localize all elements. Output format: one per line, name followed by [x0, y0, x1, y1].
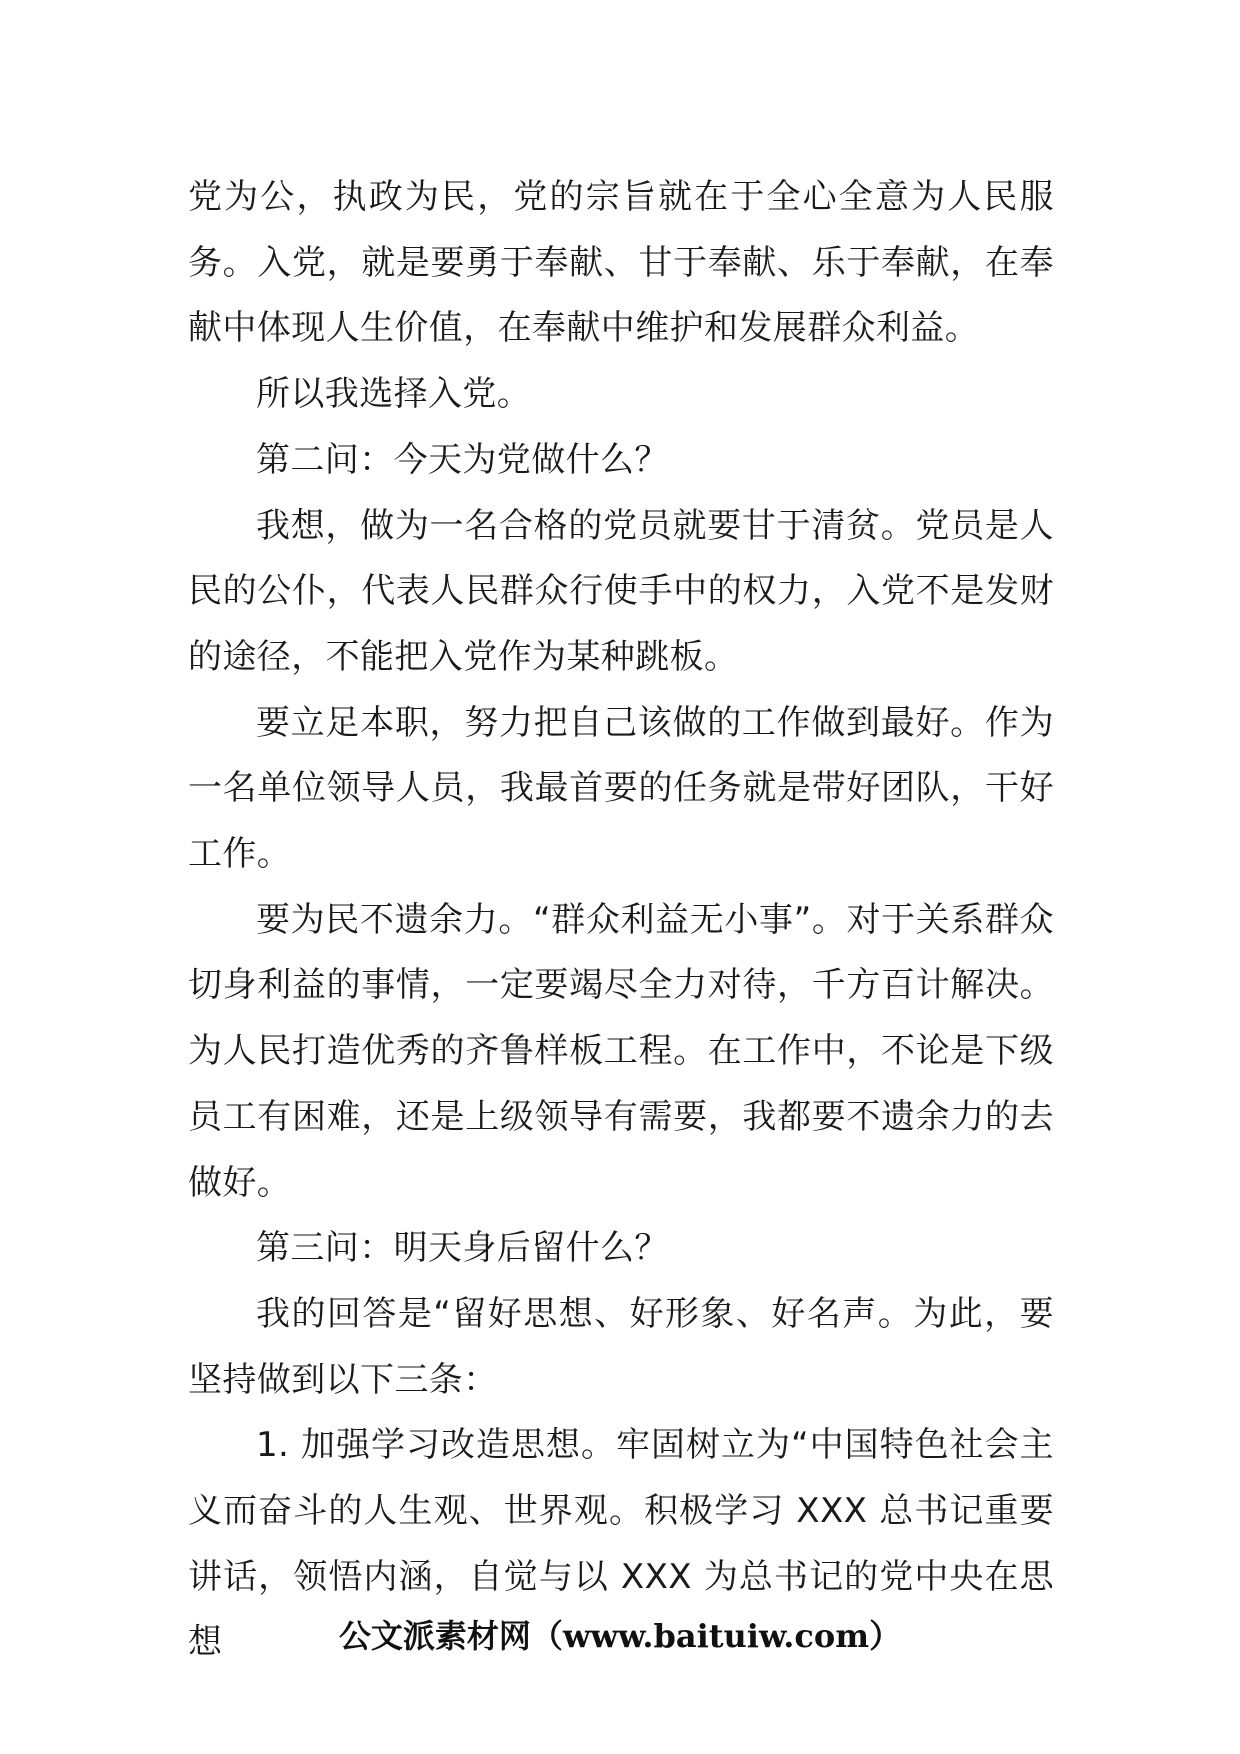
paragraph-8: 我的回答是“留好思想、好形象、好名声。为此，要坚持做到以下三条：	[188, 1293, 1054, 1400]
paragraph-4: 我想，做为一名合格的党员就要甘于清贫。党员是人民的公仆，代表人民群众行使手中的权力，入党不是发财的途径，不能把入党作为某种跳板。	[188, 505, 1054, 677]
paragraph-2: 所以我选择入党。	[256, 374, 532, 415]
list-item-1: 1. 加强学习改造思想。牢固树立为“中国特色社会主义而奋斗的人生观、世界观。积极学习 XXX 总书记重要讲话，领悟内涵，自觉与以 XXX 为总书记的党中央在思想	[188, 1425, 1054, 1663]
document-body	[188, 165, 1054, 1676]
paragraph-5: 要立足本职，努力把自己该做的工作做到最好。作为一名单位领导人员，我最首要的任务就是带好团队，干好工作。	[188, 702, 1054, 875]
paragraph-1: 党为公，执政为民，党的宗旨就在于全心全意为人民服务。入党，就是要勇于奉献、甘于奉献、乐于奉献，在奉献中体现人生价值，在奉献中维护和发展群众利益。	[188, 177, 1054, 349]
section-heading-question-2: 第二问：今天为党做什么？	[256, 439, 669, 480]
paragraph-6: 要为民不遗余力。“群众利益无小事”。对于关系群众切身利益的事情，一定要竭尽全力对待，千方百计解决。为人民打造优秀的齐鲁样板工程。在工作中，不论是下级员工有困难，还是上级领导有需要，我都要不遗余力的去做好。	[188, 899, 1054, 1203]
page-footer-watermark: 公文派素材网（www.baituiw.com）	[338, 1617, 902, 1655]
section-heading-question-3: 第三问：明天身后留什么？	[256, 1228, 669, 1269]
